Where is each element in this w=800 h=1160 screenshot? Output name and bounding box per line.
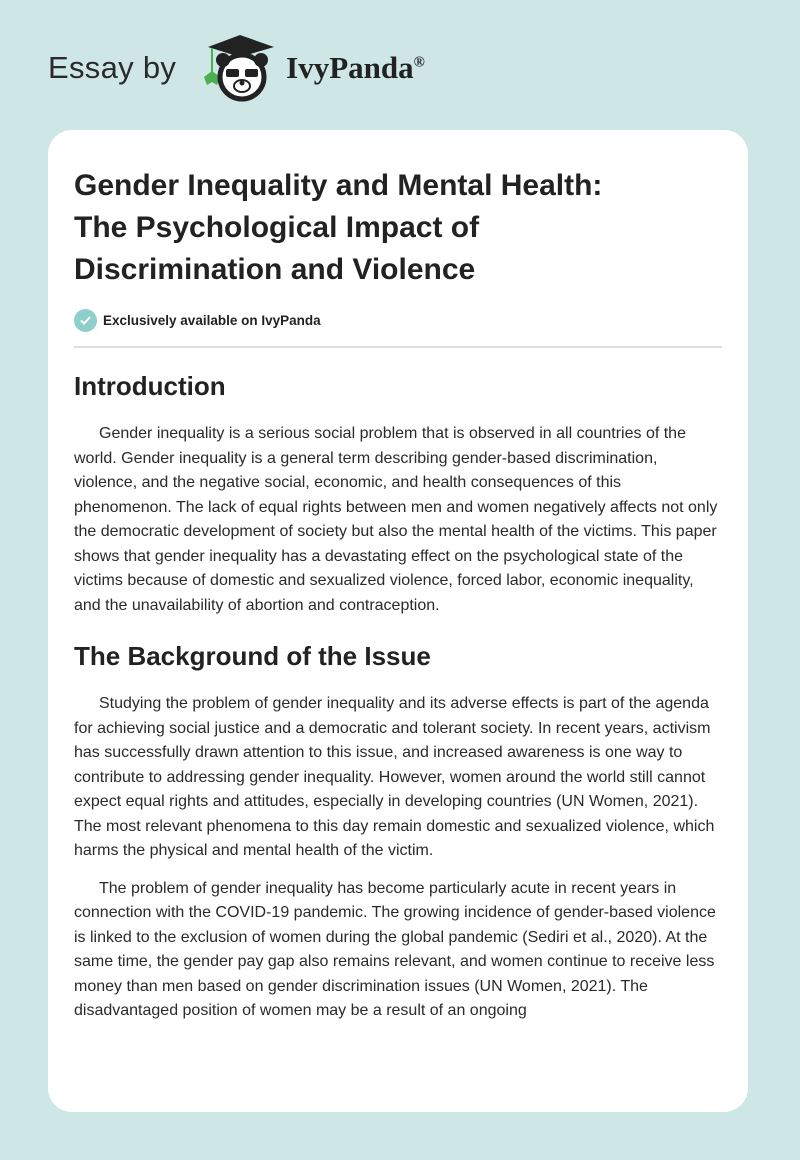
- exclusive-label: Exclusively available on IvyPanda: [103, 313, 321, 328]
- essay-by-label: Essay by: [48, 50, 177, 85]
- check-icon: [74, 309, 97, 332]
- paragraph: Gender inequality is a serious social problem that is observed in all countries of the world. Gender inequality is a general term describing gender-based discrimination, violence, and the negative social, economic, and health consequences of this phenomenon. The lack of equal rights between men and women negatively affects not only the democratic development of society but also the mental health of the victims. This paper shows that gender inequality has a devastating effect on the psychological state of the victims because of domestic and sexualized violence, forced labor, economic inequality, and the unavailability of abortion and contraception.: [74, 425, 718, 614]
- section-heading: The Background of the Issue: [74, 641, 431, 671]
- paragraph: Studying the problem of gender inequality and its adverse effects is part of the agenda for achieving social justice and a democratic and tolerant society. In recent years, activism has successfully drawn attention to this issue, and increased awareness is one way to contribute to addressing gender inequality. However, women around the world still cannot expect equal rights and attitudes, especially in developing countries (UN Women, 2021). The most relevant phenomena to this day remain domestic and sexualized violence, which harms the physical and mental health of the victim.: [74, 695, 715, 859]
- divider: [74, 346, 722, 348]
- exclusive-badge: [74, 309, 722, 332]
- brand-header: [48, 36, 425, 100]
- panda-logo-icon: [190, 33, 280, 103]
- essay-title: Gender Inequality and Mental Health: The Psychological Impact of Discrimination and Violence: [74, 169, 603, 286]
- brand-name: IvyPanda®: [286, 50, 425, 85]
- paragraph: The problem of gender inequality has become particularly acute in recent years in connection with the COVID-19 pandemic. The growing incidence of gender-based violence is linked to the exclusion of women during the global pandemic (Sediri et al., 2020). At the same time, the gender pay gap also remains relevant, and women continue to receive less money than men based on gender discrimination issues (UN Women, 2021). The disadvantaged position of women may be a result of an ongoing: [74, 879, 716, 1019]
- essay-card: [48, 130, 748, 1112]
- section-heading: Introduction: [74, 371, 226, 401]
